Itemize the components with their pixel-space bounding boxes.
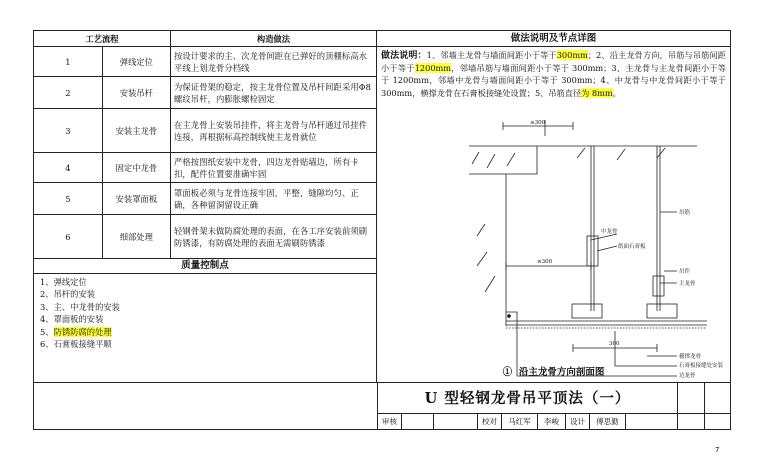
quality-control-list bbox=[34, 274, 376, 350]
quality-control-title: 质量控制点 bbox=[34, 259, 376, 274]
highlight-1200mm: 1200mm bbox=[414, 63, 452, 74]
row-method: 在主龙骨上安装吊挂件，将主龙骨与吊杆通过吊挂件连接，再根据标高控制线使主龙骨就位 bbox=[171, 109, 377, 153]
row-method: 按设计要求的主、次龙骨间距在已弹好的顶棚标高水平线上划龙骨分档线 bbox=[171, 47, 377, 77]
checker-name: 马红军 bbox=[502, 414, 538, 430]
row-number: 2 bbox=[34, 77, 102, 109]
table-row bbox=[34, 109, 376, 153]
label-joint-install: 石膏板接缝处安装 bbox=[679, 363, 724, 369]
check-label: 校对 bbox=[478, 414, 502, 430]
title-block-cell bbox=[705, 383, 731, 414]
row-method: 严格按图纸安装中龙骨，四边龙骨贴墙边，所有卡扣，配件位置要准确牢固 bbox=[171, 153, 377, 183]
row-step: 弹线定位 bbox=[102, 47, 170, 77]
title-block bbox=[377, 383, 731, 430]
section-caption bbox=[377, 363, 730, 382]
blank-cell bbox=[678, 414, 705, 430]
row-method: 为保证骨架的稳定，按主龙骨位置及吊杆间距采用Φ8 螺纹吊杆，内膨胀螺栓固定 bbox=[171, 77, 377, 109]
row-number: 5 bbox=[34, 183, 102, 215]
table-row bbox=[34, 77, 376, 109]
section-detail-drawing bbox=[377, 116, 730, 382]
caption-text: 沿主龙骨方向剖面图 bbox=[518, 367, 605, 378]
label-main-keel: 主龙骨 bbox=[679, 281, 696, 287]
row-step: 安装吊杆 bbox=[102, 77, 170, 109]
row-method: 罩面板必须与龙骨连接牢固，平整，缝隙均匀、正确，各种留洞留设正确 bbox=[171, 183, 377, 215]
label-cross-keel: 横撑龙骨 bbox=[679, 354, 702, 360]
caption-number: ① bbox=[502, 367, 513, 378]
dim-top-label: ≤300 bbox=[530, 120, 546, 126]
drawing-title: U 型轻钢龙骨吊平顶法（一） bbox=[378, 383, 678, 414]
list-item: 4、罩面板的安装 bbox=[40, 314, 104, 325]
process-table bbox=[34, 31, 376, 259]
review-blank-2 bbox=[434, 414, 478, 430]
notes-panel bbox=[377, 31, 730, 382]
table-row bbox=[34, 153, 376, 183]
title-block-cell bbox=[678, 383, 705, 414]
highlight-300mm: 300mm bbox=[556, 50, 588, 60]
name-2: 李峻 bbox=[538, 414, 566, 430]
highlight-8mm: 为 8mm bbox=[581, 87, 613, 98]
construction-method-header: 构造做法 bbox=[171, 31, 377, 47]
label-edge-keel: 边龙骨 bbox=[679, 373, 696, 379]
list-item: 2、吊杆的安装 bbox=[40, 289, 96, 300]
footer bbox=[34, 382, 730, 430]
label-hanger-rod: 吊筋 bbox=[679, 210, 691, 216]
row-number: 3 bbox=[34, 109, 102, 153]
row-step: 安装罩面板 bbox=[102, 183, 170, 215]
row-step: 安装主龙骨 bbox=[102, 109, 170, 153]
highlighted-item-text: 防锈防腐的处理 bbox=[53, 326, 112, 337]
row-number: 4 bbox=[34, 153, 102, 183]
dim-bottom-label: 300 bbox=[609, 341, 620, 347]
row-number: 6 bbox=[34, 215, 102, 259]
table-row bbox=[34, 47, 376, 77]
row-method: 轻钢骨架未做防腐处理的表面，在各工序安装前须刷防锈漆，有防腐处理的表面无需刷防锈漆 bbox=[171, 215, 377, 259]
row-step: 固定中龙骨 bbox=[102, 153, 170, 183]
process-table-header bbox=[34, 31, 376, 47]
drawing-sheet bbox=[33, 30, 731, 430]
list-item: 5、防锈防腐的处理 bbox=[40, 326, 112, 337]
notes-lead: 做法说明： bbox=[381, 51, 427, 61]
notes-header: 做法说明及节点详图 bbox=[377, 31, 730, 47]
design-label: 设计 bbox=[566, 414, 590, 430]
signature-row bbox=[378, 414, 731, 430]
row-number: 1 bbox=[34, 47, 102, 77]
review-label: 审核 bbox=[378, 414, 402, 430]
blank-cell bbox=[626, 414, 678, 430]
page-number: 7 bbox=[715, 446, 720, 454]
list-item: 3、主、中龙骨的安装 bbox=[40, 301, 120, 312]
list-item: 1、弹线定位 bbox=[40, 277, 87, 287]
table-row bbox=[34, 215, 376, 259]
label-mid-keel: 中龙骨 bbox=[601, 229, 618, 235]
process-panel bbox=[34, 31, 377, 382]
list-item: 6、石膏板接缝平顺 bbox=[40, 339, 112, 350]
label-hanger: 吊件 bbox=[679, 269, 691, 275]
notes-text: 做法说明：1、邻墙主龙骨与墙面间距小于等于300mm；2、沿主龙骨方向，吊筋与吊筋间距小于等于1200mm，邻墙吊筋与墙面间距小于等于 300mm；3、主龙骨与主龙骨间距小于等于 1200mm，邻墙中龙骨与墙面间距小于等于 300mm；4、中龙骨与中龙骨间距小于等于 300mm，横撑龙骨在石膏板接缝处设置；5、吊筋直径为 8mm。 bbox=[381, 50, 726, 98]
row-step: 细部处理 bbox=[102, 215, 170, 259]
table-row bbox=[34, 183, 376, 215]
process-flow-header: 工艺流程 bbox=[34, 31, 171, 47]
label-gypsum: 纸面石膏板 bbox=[618, 244, 646, 250]
designer-name: 傅思勤 bbox=[590, 414, 626, 430]
dim-mid-label: ≤300 bbox=[537, 259, 553, 265]
review-blank bbox=[402, 414, 434, 430]
